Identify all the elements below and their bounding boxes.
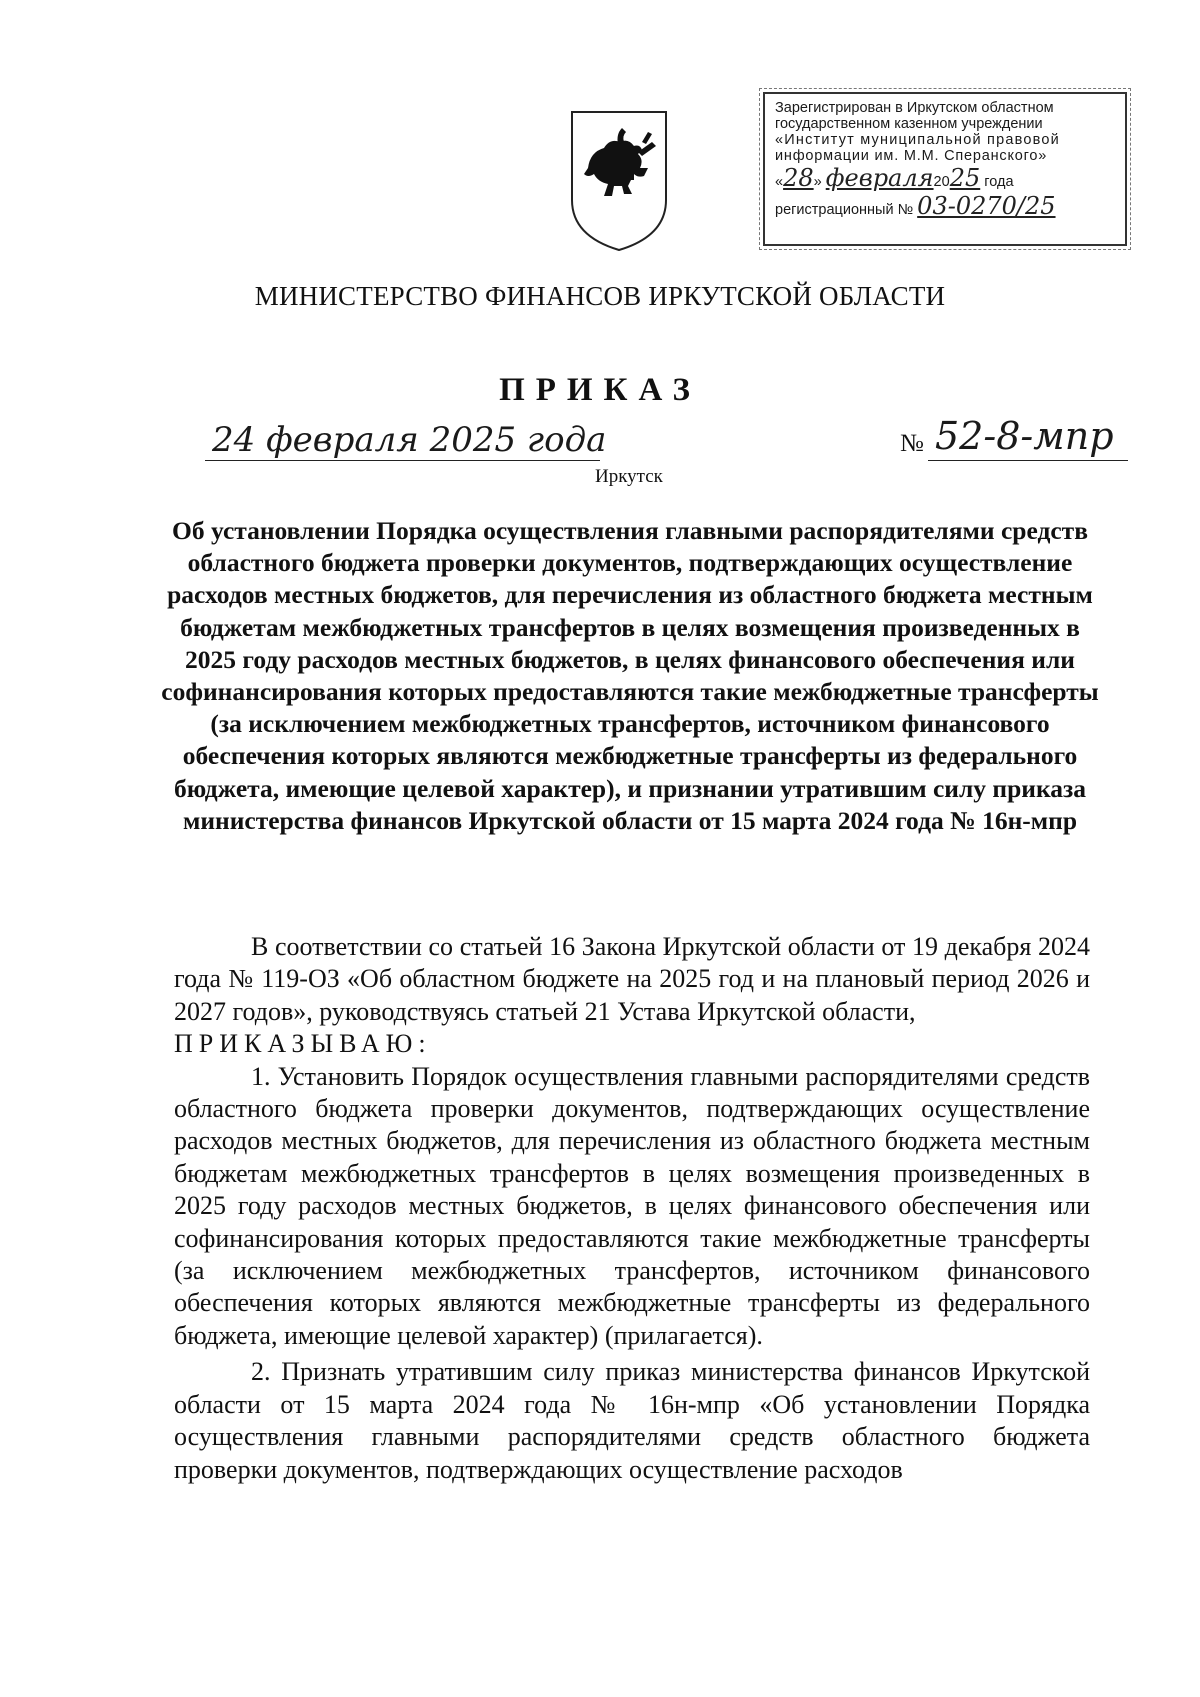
stamp-year-suffix: 25 bbox=[949, 164, 981, 192]
date-underline bbox=[205, 460, 600, 461]
stamp-reg-row bbox=[775, 192, 1117, 220]
city-name: Иркутск bbox=[595, 466, 663, 487]
handwritten-number: 52-8-мпр bbox=[935, 414, 1114, 458]
handwritten-date: 24 февраля 2025 года bbox=[212, 420, 607, 460]
stamp-close-quote: » bbox=[813, 174, 822, 190]
stamp-date-row bbox=[775, 164, 1117, 192]
stamp-line: информации им. М.М. Сперанского» bbox=[775, 148, 1048, 164]
order-word: ПРИКАЗЫВАЮ: bbox=[174, 1029, 432, 1059]
ministry-name: МИНИСТЕРСТВО ФИНАНСОВ ИРКУТСКОЙ ОБЛАСТИ bbox=[254, 281, 946, 311]
order-item-2: 2. Признать утратившим силу приказ министерства финансов Иркутской области от 15 марта 2024 года № 16н-мпр «Об установлении Порядка осуществления главными распорядителями средств областного бюджета проверки документов, подтверждающих осуществление расходов bbox=[174, 1357, 1090, 1484]
order-subject: Об установлении Порядка осуществления главными распорядителями средств областного бюджета проверки документов, подтверждающих осуществление расходов местных бюджетов, для перечисления из областного бюджета местным бюджетам межбюджетных трансфертов в целях возмещения произведенных в 2025 году расходов местных бюджетов, в целях финансового обеспечения или софинансирования которых предоставляются такие межбюджетные трансферты (за исключением межбюджетных трансфертов, источником финансового обеспечения которых являются межбюджетные трансферты из федерального бюджета, имеющие целевой характер), и признании утратившим силу приказа министерства финансов Иркутской области от 15 марта 2024 года № 16н-мпр bbox=[161, 516, 1099, 835]
order-item-1: 1. Установить Порядок осуществления главными распорядителями средств областного бюджета проверки документов, подтверждающих осуществление расходов местных бюджетов, для перечисления из областного бюджета местным бюджетам межбюджетных трансфертов в целях возмещения произведенных в 2025 году расходов местных бюджетов, в целях финансового обеспечения или софинансирования которых предоставляются такие межбюджетные трансферты (за исключением межбюджетных трансфертов, источником финансового обеспечения которых являются межбюджетные трансферты из федерального бюджета, имеющие целевой характер) (прилагается). bbox=[174, 1061, 1090, 1350]
document-title: ПРИКАЗ bbox=[499, 372, 701, 408]
number-underline bbox=[928, 460, 1128, 461]
stamp-line: Зарегистрирован в Иркутском областном bbox=[775, 100, 1054, 116]
stamp-line: государственном казенном учреждении bbox=[775, 116, 1043, 132]
stamp-line: «Институт муниципальной правовой bbox=[775, 132, 1060, 148]
stamp-date-month: февраля bbox=[825, 164, 934, 192]
coat-of-arms-icon bbox=[568, 108, 670, 254]
registration-stamp bbox=[763, 92, 1127, 246]
stamp-reg-number: 03-0270/25 bbox=[917, 192, 1056, 220]
number-label: № bbox=[900, 430, 924, 457]
stamp-year-word: года bbox=[984, 174, 1014, 190]
order-body bbox=[174, 931, 1090, 1486]
preamble-paragraph: В соответствии со статьей 16 Закона Иркутской области от 19 декабря 2024 года № 119-ОЗ «Об областном бюджете на 2025 год и на плановый период 2026 и 2027 годов», руководствуясь статьей 21 Устава Иркутской области, bbox=[174, 932, 1090, 1026]
stamp-reg-label: регистрационный № bbox=[775, 202, 914, 218]
stamp-date-day: 28 bbox=[783, 164, 814, 192]
stamp-open-quote: « bbox=[775, 174, 784, 190]
stamp-year-prefix: 20 bbox=[933, 174, 950, 190]
